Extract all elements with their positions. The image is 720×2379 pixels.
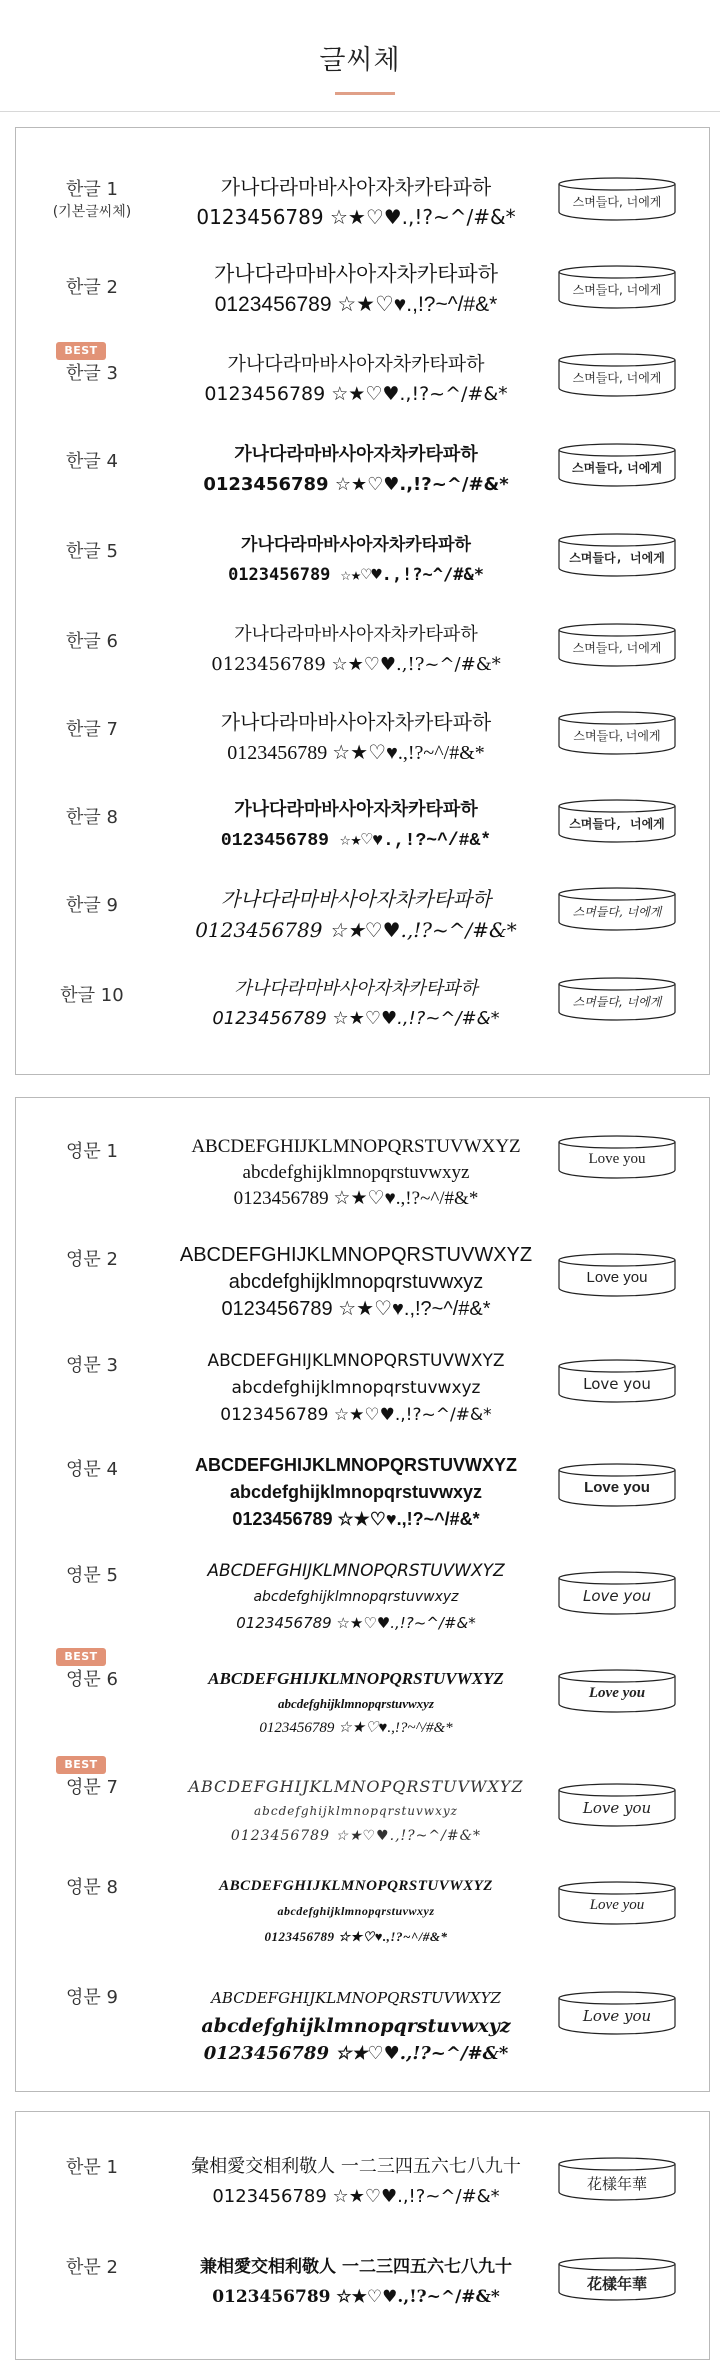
font-label: 한글 7 [66, 719, 118, 740]
band-preview: Love you [557, 1252, 677, 1300]
font-label: 영문 2 [66, 1249, 118, 1270]
font-sample: 가나다라마바사아자차카타파하 0123456789 ☆★♡♥.,!?~^/#&* [196, 175, 516, 229]
font-label: 한글 4 [66, 451, 118, 472]
korean-font-panel [15, 127, 710, 1075]
font-sample: 가나다라마바사아자차카타파하 0123456789 ☆★♡♥.,!?~^/#&* [211, 624, 501, 675]
best-badge: BEST [56, 342, 106, 360]
font-label: 영문 9 [66, 1987, 118, 2008]
band-preview: 스며들다, 너에게 [557, 710, 677, 758]
best-badge: BEST [56, 1648, 106, 1666]
font-sample: ABCDEFGHIJKLMNOPQRSTUVWXYZ abcdefghijklmnopqrstuvwxyz 0123456789 ☆★♡♥.,!?~^/#&* [194, 1455, 517, 1529]
font-label: 한문 1 [66, 2157, 118, 2178]
band-preview: Love you [557, 1668, 677, 1716]
band-preview: Love you [557, 1462, 677, 1510]
band-preview: 스며들다, 너에게 [557, 976, 677, 1024]
best-badge: BEST [56, 1756, 106, 1774]
font-sample: ABCDEFGHIJKLMNOPQRSTUVWXYZ abcdefghijklmnopqrstuvwxyz 0123456789 ☆★♡♥.,!?~^/#&* [179, 1244, 533, 1320]
hanja-font-panel [15, 2111, 710, 2360]
band-preview: 스며들다, 너에게 [557, 176, 677, 224]
font-label: 한글 5 [66, 541, 118, 562]
font-sample: ABCDEFGHIJKLMNOPQRSTUVWXYZ abcdefghijklmnopqrstuvwxyz 0123456789 ☆★♡♥.,!?~^/#&* [207, 1351, 505, 1425]
band-preview: Love you [557, 1990, 677, 2038]
font-label: 한글 8 [66, 807, 118, 828]
font-sample: 彙相愛交相利敬人 一二三四五六七八九十 0123456789 ☆★♡♥.,!?~^/#&* [191, 2156, 521, 2207]
font-sample: 兼相愛交相利敬人 一二三四五六七八九十 0123456789 ☆★♡♥.,!?~^/#&* [200, 2257, 512, 2307]
font-label: 한문 2 [66, 2257, 118, 2278]
band-preview: 스며들다, 너에게 [557, 532, 677, 580]
font-sample: ABCDEFGHIJKLMNOPQRSTUVWXYZ abcdefghijklmnopqrstuvwxyz 0123456789 ☆★♡♥.,!?~^/#&* [207, 1561, 505, 1632]
title-underline [335, 92, 395, 95]
font-sample: 가나다라마바사아자차카타파하 0123456789 ☆★♡♥.,!?~^/#&* [213, 263, 498, 316]
band-preview: 스며들다, 너에게 [557, 798, 677, 846]
font-sample: 가나다라마바사아자차카타파하 0123456789 ☆★♡♥.,!?~^/#&* [212, 978, 500, 1029]
font-sample: 가나다라마바사아자차카타파하 0123456789 ☆★♡♥.,!?~^/#&* [195, 887, 517, 942]
font-label: 영문 8 [66, 1877, 118, 1898]
band-preview: Love you [557, 1358, 677, 1406]
font-label: 한글 9 [66, 895, 118, 916]
header-divider [0, 111, 720, 112]
page-title: 글씨체 [319, 45, 401, 76]
band-preview: Love you [557, 1782, 677, 1830]
band-preview: Love you [557, 1570, 677, 1618]
band-preview: 花樣年華 [557, 2156, 677, 2204]
font-label: 한글 3 [66, 363, 118, 384]
font-sample: 가나다라마바사아자차카타파하 0123456789 ☆★♡♥.,!?~^/#&* [204, 353, 508, 405]
font-sample: ABCDEFGHIJKLMNOPQRSTUVWXYZ abcdefghijklmnopqrstuvwxyz 0123456789 ☆★♡♥.,!?~^/#&* [201, 1989, 511, 2064]
band-preview: 스며들다, 너에게 [557, 442, 677, 490]
band-preview: 스며들다, 너에게 [557, 352, 677, 400]
font-sample: ABCDEFGHIJKLMNOPQRSTUVWXYZ abcdefghijklmnopqrstuvwxyz 0123456789 ☆★♡♥.,!?~^/#&* [208, 1669, 504, 1736]
font-label: 영문 5 [66, 1565, 118, 1586]
font-label: 영문 6 [66, 1669, 118, 1690]
font-sample: ABCDEFGHIJKLMNOPQRSTUVWXYZ abcdefghijklmnopqrstuvwxyz 0123456789 ☆★♡♥.,!?~^/#&* [188, 1777, 524, 1844]
band-preview: 스며들다, 너에게 [557, 264, 677, 312]
font-sample: 가나다라마바사아자차카타파하 0123456789 ☆★♡♥.,!?~^/#&* [220, 801, 492, 851]
font-sample: ABCDEFGHIJKLMNOPQRSTUVWXYZ abcdefghijklmnopqrstuvwxyz 0123456789 ☆★♡♥.,!?~^/#&* [191, 1136, 521, 1209]
font-sample: 가나다라마바사아자차카타파하 0123456789 ☆★♡♥.,!?~^/#&* [203, 444, 509, 495]
font-label: 한글 2 [66, 277, 118, 298]
font-label: 영문 4 [66, 1459, 118, 1480]
font-sample: ABCDEFGHIJKLMNOPQRSTUVWXYZ abcdefghijklmnopqrstuvwxyz 0123456789 ☆★♡♥.,!?~^/#&* [219, 1878, 493, 1944]
font-sample: 가나다라마바사아자차카타파하 0123456789 ☆★♡♥.,!?~^/#&* [228, 535, 484, 585]
band-preview: 스며들다, 너에게 [557, 886, 677, 934]
english-font-panel [15, 1097, 710, 2092]
page-header [0, 0, 720, 112]
band-preview: 스며들다, 너에게 [557, 622, 677, 670]
band-preview: Love you [557, 1880, 677, 1928]
band-preview: Love you [557, 1134, 677, 1182]
band-preview: 花樣年華 [557, 2256, 677, 2304]
font-sample: 가나다라마바사아자차카타파하 0123456789 ☆★♡♥.,!?~^/#&* [220, 712, 492, 764]
font-label: 한글 1 (기본글씨체) [52, 179, 132, 220]
font-label: 영문 3 [66, 1355, 118, 1376]
font-label: 영문 7 [66, 1777, 118, 1798]
font-label: 영문 1 [66, 1141, 118, 1162]
font-label: 한글 6 [66, 631, 118, 652]
font-label: 한글 10 [60, 985, 124, 1006]
